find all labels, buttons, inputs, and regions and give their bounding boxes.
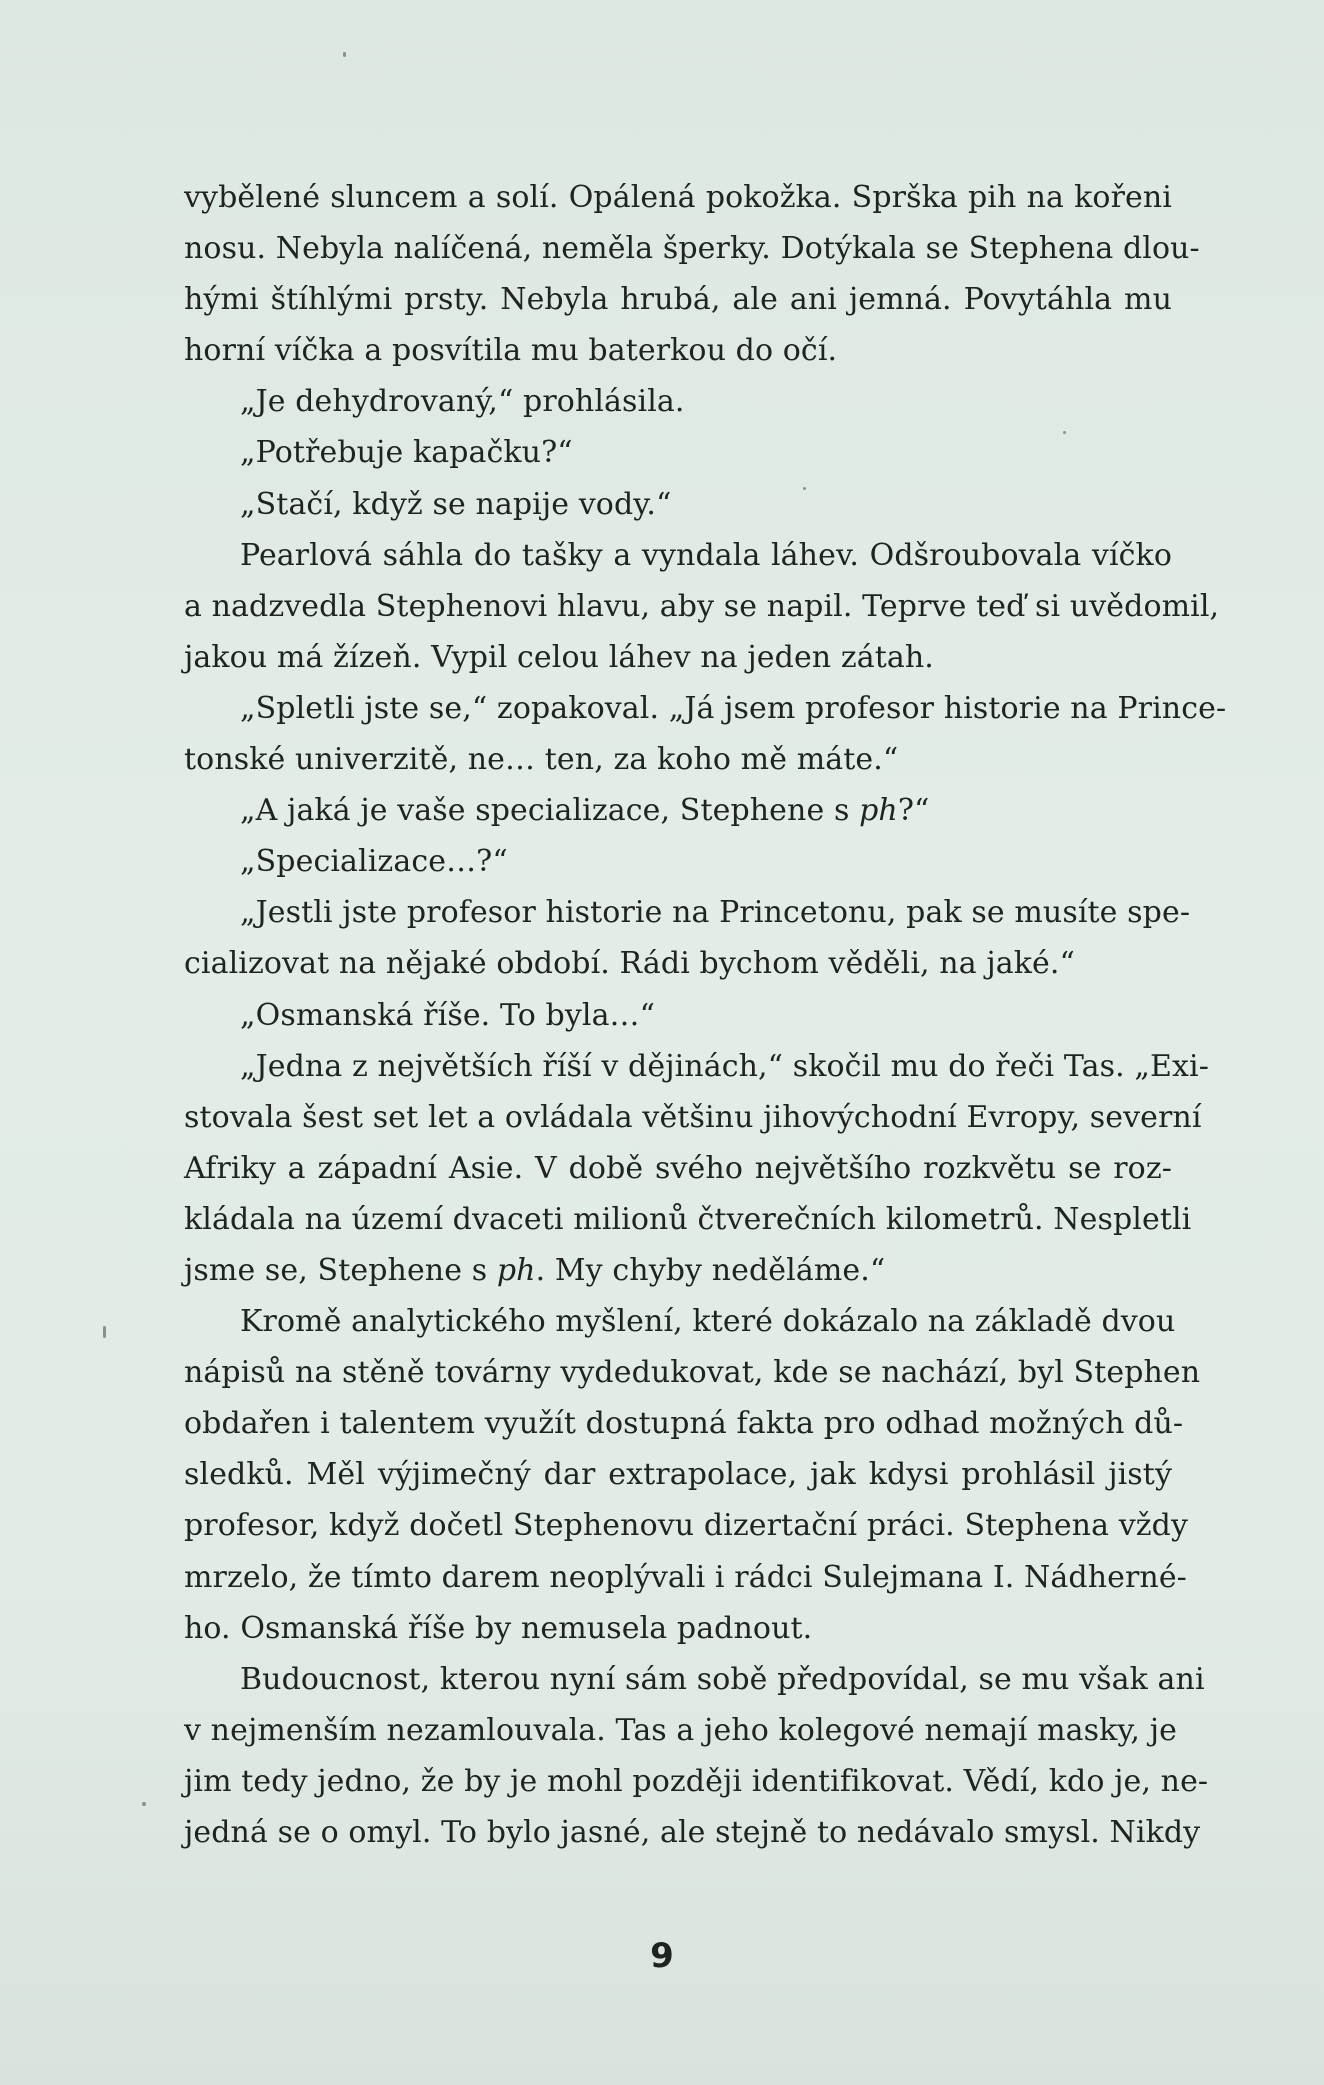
text-line: mrzelo, že tímto darem neoplývali i rádci Sulejmana I. Nádherné-	[184, 1559, 1187, 1595]
text-line: tonské univerzitě, ne… ten, za koho mě máte.“	[184, 742, 899, 778]
text-line: jakou má žízeň. Vypil celou láhev na jeden zátah.	[184, 639, 934, 675]
text-line: „Jedna z největších říší v dějinách,“ skočil mu do řeči Tas. „Exi-	[240, 1048, 1209, 1084]
text-line: „Spletli jste se,“ zopakoval. „Já jsem profesor historie na Prince-	[240, 690, 1227, 726]
page-number: 9	[650, 1936, 674, 1976]
text-line: obdařen i talentem využít dostupná fakta pro odhad možných dů-	[184, 1406, 1184, 1442]
text-line: Afriky a západní Asie. V době svého největšího rozkvětu se roz-	[184, 1150, 1172, 1186]
text-line: profesor, když dočetl Stephenovu dizertační práci. Stephena vždy	[184, 1508, 1189, 1544]
text-line: Pearlová sáhla do tašky a vyndala láhev. Odšroubovala víčko	[240, 537, 1172, 573]
italic-emphasis: ph	[859, 793, 898, 829]
text-line: kládala na území dvaceti milionů čtverečních kilometrů. Nespletli	[184, 1201, 1192, 1237]
text-line: „Jestli jste profesor historie na Princetonu, pak se musíte spe-	[240, 895, 1191, 931]
text-line: cializovat na nějaké období. Rádi bychom věděli, na jaké.“	[184, 946, 1075, 982]
paper-speck	[103, 1326, 106, 1338]
text-line: „Potřebuje kapačku?“	[240, 435, 573, 471]
text-line: v nejmenším nezamlouvala. Tas a jeho kolegové nemají masky, je	[184, 1712, 1177, 1748]
italic-emphasis: ph	[496, 1252, 536, 1288]
text-line: horní víčka a posvítila mu baterkou do očí.	[184, 333, 838, 369]
text-line: jim tedy jedno, že by je mohl později identifikovat. Vědí, kdo je, ne-	[184, 1763, 1209, 1799]
text-line: hými štíhlými prsty. Nebyla hrubá, ale ani jemná. Povytáhla mu	[184, 282, 1172, 318]
text-line: „A jaká je vaše specializace, Stephene s ph?“	[240, 793, 930, 829]
text-line: stovala šest set let a ovládala většinu jihovýchodní Evropy, severní	[184, 1099, 1202, 1135]
text-line: Kromě analytického myšlení, které dokázalo na základě dvou	[240, 1304, 1176, 1340]
text-line: ho. Osmanská říše by nemusela padnout.	[184, 1610, 813, 1646]
paper-speck	[142, 1802, 146, 1806]
text-line: nápisů na stěně továrny vydedukovat, kde se nachází, byl Stephen	[184, 1355, 1201, 1391]
body-text	[184, 172, 1227, 1858]
text-line: „Stačí, když se napije vody.“	[240, 486, 672, 522]
text-line: „Je dehydrovaný,“ prohlásila.	[240, 384, 685, 420]
text-line: jedná se o omyl. To bylo jasné, ale stejně to nedávalo smysl. Nikdy	[184, 1815, 1201, 1850]
text-line: „Specializace…?“	[240, 844, 508, 880]
text-line: sledků. Měl výjimečný dar extrapolace, jak kdysi prohlásil jistý	[184, 1457, 1172, 1493]
text-line: a nadzvedla Stephenovi hlavu, aby se napil. Teprve teď si uvědomil,	[184, 588, 1220, 624]
text-line: nosu. Nebyla nalíčená, neměla šperky. Dotýkala se Stephena dlou-	[184, 231, 1200, 267]
text-line: „Osmanská říše. To byla…“	[240, 997, 656, 1033]
paper-speck	[343, 52, 346, 57]
text-line: vybělené sluncem a solí. Opálená pokožka. Sprška pih na kořeni	[184, 180, 1172, 215]
text-line: jsme se, Stephene s ph. My chyby neděláme.“	[184, 1252, 886, 1288]
text-line: Budoucnost, kterou nyní sám sobě předpovídal, se mu však ani	[240, 1661, 1205, 1697]
